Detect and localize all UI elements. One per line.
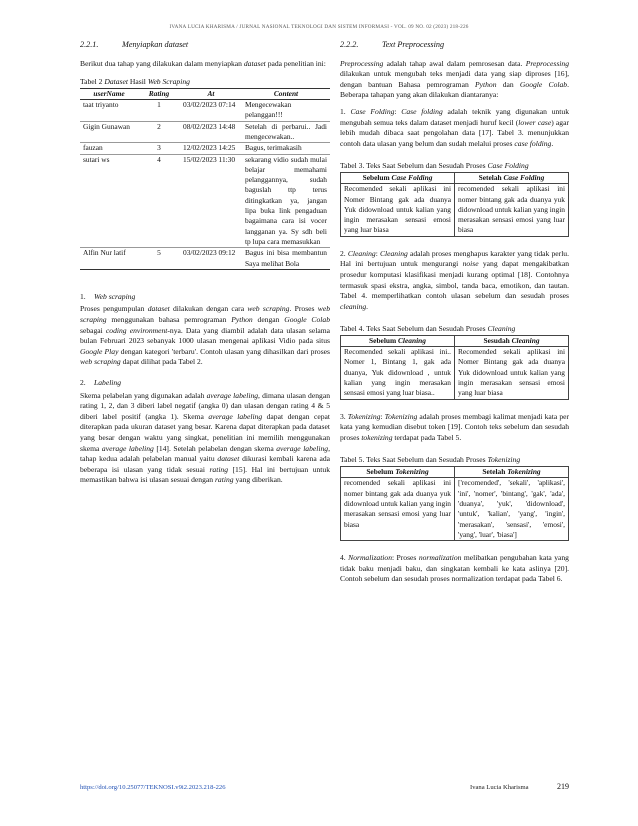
table-row <box>80 248 330 270</box>
col-header-at: At <box>180 88 242 99</box>
normalization-paragraph: 4. Normalization: Proses normalization melibatkan pengubahan kata yang tidak baku menjadi baku, dan singkatan kembali ke kata aslinya [20]. Contoh sebelum dan sesudah proses normalization terdapat pada Tabel 6. <box>340 553 569 584</box>
cell-rating: 2 <box>138 121 180 143</box>
table-row <box>341 184 569 236</box>
col-header-after: Setelah Tokenizing <box>455 467 569 478</box>
cell-before: Recomended sekali aplikasi ini Nomer Bintang gak ada duanya Yuk didownload untuk kalian yang ingin merasakan sensasi emosi yang luar biasa <box>341 184 455 236</box>
table2-scraping-results <box>80 88 330 270</box>
cell-at: 03/02/2023 09:12 <box>180 248 242 270</box>
cell-content: Bagus, terimakasih <box>242 143 330 154</box>
table-header-row <box>80 88 330 99</box>
cell-before: recomended sekali aplikasi ini nomer bintang gak ada duanya yuk didownload untuk kalian yang ingin merasakan sensasi emosi yang luar biasa <box>341 478 455 541</box>
section-title: Menyiapkan dataset <box>122 40 189 49</box>
cell-content: Mengecewakan pelanggan!!! <box>242 100 330 122</box>
intro-paragraph: Berikut dua tahap yang dilakukan dalam menyiapkan dataset pada penelitian ini: <box>80 58 326 68</box>
table-header-row <box>341 467 569 478</box>
section-heading-221 <box>80 40 330 51</box>
cell-rating: 3 <box>138 143 180 154</box>
table2-caption: Tabel 2 Dataset Hasil Web Scraping <box>80 77 190 87</box>
cell-after: Recomended sekali aplikasi ini Nomer Bintang gak ada duanya Yuk didownload untuk kalian yang ingin merasakan sensasi emosi yang luar biasa <box>455 347 569 399</box>
doi-link[interactable]: https://doi.org/10.25077/TEKNOSI.v9i2.2023.218-226 <box>80 784 226 791</box>
table-row <box>80 154 330 248</box>
cell-after: recomended sekali aplikasi ini nomer bintang gak ada duanya yuk didownload untuk kalian yang ingin merasakan sensasi emosi yang luar biasa <box>455 184 569 236</box>
cell-at: 15/02/2023 11:30 <box>180 154 242 248</box>
table-row <box>341 347 569 399</box>
table3-case-folding <box>340 172 569 237</box>
col-header-before: Sebelum Tokenizing <box>341 467 455 478</box>
cell-at: 12/02/2023 14:25 <box>180 143 242 154</box>
col-header-after: Sesudah Cleaning <box>455 335 569 346</box>
cell-content: Bagus ini bisa membantun Saya melihat Bola <box>242 248 330 270</box>
tokenizing-paragraph: 3. Tokenizing: Tokenizing adalah proses membagi kalimat menjadi kata per kata yang kemudian disebut token [19]. Contoh teks sebelum dan sesudah proses tokenizing terdapat pada Tabel 5. <box>340 411 570 442</box>
case-folding-paragraph: 1. Case Folding: Case folding adalah teknik yang digunakan untuk mengubah semua teks dalam dataset menjadi huruf kecil (lower case) agar lebih mudah dibaca saat pengolahan data [17]. Tabel 3. menunjukkan contoh data ulasan yang belum dan sudah melalui proses case folding. <box>340 106 569 148</box>
cell-user: Gigin Gunawan <box>80 121 138 143</box>
table-header-row <box>341 335 569 346</box>
table-header-row <box>341 172 569 183</box>
cell-user: sutari ws <box>80 154 138 248</box>
section-heading-222 <box>340 40 569 51</box>
cell-content: sekarang vidio sudah mulai belajar memahami pelanggannya, sudah baguslah ttp terus ditingkatkan ya, jangan lipa buka link pengaduan bagaimana cara isi vocer langganan ya. Sy sdh beli tp lupa cara memasukkan <box>242 154 330 248</box>
running-header: IVANA LUCIA KHARISMA / JURNAL NASIONAL TEKNOLOGI DAN SISTEM INFORMASI - VOL. 09 NO. 02 (2023) 218-226 <box>169 24 469 30</box>
cleaning-paragraph: 2. Cleaning: Cleaning adalah proses menghapus karakter yang tidak perlu. Hal ini bertujuan untuk mengurangi noise yang dapat mengakibatkan prosedur komputasi klasifikasi menjadi kurang optimal [18]. Contohnya termasuk spasi ekstra, angka, simbol, tanda baca, emotikon, dan tautan. Tabel 4. memperlihatkan contoh ulasan sebelum dan sesudah proses cleaning. <box>340 248 570 311</box>
right-column <box>340 40 569 591</box>
col-header-before: Sebelum Cleaning <box>341 335 455 346</box>
section-number: 2.2.2. <box>340 40 359 49</box>
cell-rating: 5 <box>138 248 180 270</box>
section-title: Text Preprocessing <box>382 40 445 49</box>
section-number: 2.2.1. <box>80 40 99 49</box>
page-number: 219 <box>557 782 569 791</box>
cell-at: 03/02/2023 07:14 <box>180 100 242 122</box>
cell-before: Recomended sekali aplikasi ini.. Nomer 1, Bintang 1, gak ada duanya, Yuk didownload , untuk kalian yang ingin merasakan sensasi emosi yang luar biasa.. <box>341 347 455 399</box>
cell-user: Alfin Nur latif <box>80 248 138 270</box>
cell-user: fauzan <box>80 143 138 154</box>
col-header-username: userName <box>80 88 138 99</box>
col-header-content: Content <box>242 88 330 99</box>
left-column <box>80 40 330 492</box>
labeling-paragraph: Skema pelabelan yang digunakan adalah average labeling, dimana ulasan dengan rating 1, 2, dan 3 diberi label negatif (angka 0) dan ulasan dengan rating 4 & 5 diberi label positif (angka 1). Skema average labeling dapat dengan cepat diterapkan pada ukuran dataset yang besar. Karena dapat diterapkan pada dataset yang besar dengan waktu yang singkat, penelitian ini memilih menggunakan skema average labeling [14]. Setelah pelabelan dengan skema average labeling, tahap kedua adalah pelabelan manual yaitu dataset dikurasi kembali karena ada beberapa isi ulasan yang tidak sesuai rating [15]. Hal ini bertujuan untuk memastikan bahwa isi ulasan sesuai dengan rating yang diberikan. <box>80 390 331 485</box>
table-row <box>341 478 569 541</box>
col-header-rating: Rating <box>138 88 180 99</box>
table5-tokenizing <box>340 466 569 541</box>
cell-rating: 4 <box>138 154 180 248</box>
cell-at: 08/02/2023 14:48 <box>180 121 242 143</box>
col-header-before: Sebelum Case Folding <box>341 172 455 183</box>
table3-caption: Tabel 3. Teks Saat Sebelum dan Sesudah Proses Case Folding <box>340 161 529 171</box>
col-header-after: Setelah Case Folding <box>455 172 569 183</box>
web-scraping-paragraph: Proses pengumpulan dataset dilakukan dengan cara web scraping. Proses web scraping menggunakan bahasa pemrograman Python dengan Google Colab sebagai coding environment-nya. Data yang diambil adalah data ulasan selama bulan Februari 2023 sebanyak 1000 ulasan mengenai aplikasi Vidio pada situs Google Play dengan kategori 'terbaru'. Contoh ulasan yang dihasilkan dari proses web scraping dapat dilihat pada Tabel 2. <box>80 304 331 367</box>
table-row <box>80 143 330 154</box>
table4-caption: Tabel 4. Teks Saat Sebelum dan Sesudah Proses Cleaning <box>340 324 516 334</box>
subheading-labeling: 2. Labeling <box>80 377 122 387</box>
footer-author: Ivana Lucia Kharisma <box>470 784 529 791</box>
table-row <box>80 121 330 143</box>
table-row <box>80 100 330 122</box>
table5-caption: Tabel 5. Teks Saat Sebelum dan Sesudah Proses Tokenizing <box>340 455 521 465</box>
cell-rating: 1 <box>138 100 180 122</box>
cell-content: Setelah di perbarui.. Jadi mengecewakan.. <box>242 121 330 143</box>
table4-cleaning <box>340 335 569 400</box>
preprocessing-paragraph: Preprocessing adalah tahap awal dalam pemrosesan data. Preprocessing dilakukan untuk mengubah teks menjadi data yang siap diproses [16], dengan bantuan Bahasa pemrograman Python dan Google Colab. Beberapa tahapan yang akan dilakukan diantaranya: <box>340 58 569 100</box>
cell-user: taat triyanto <box>80 100 138 122</box>
cell-after: ['recomended', 'sekali', 'aplikasi', 'ini', 'nomer', 'bintang', 'gak', 'ada', 'duanya', 'yuk', 'didownload', 'untuk', 'kalian', 'yang', 'ingin', 'merasakan', 'sensasi', 'emosi', 'yang', 'luar', 'biasa'] <box>455 478 569 541</box>
subheading-web-scraping: 1. Web scraping <box>80 291 136 301</box>
